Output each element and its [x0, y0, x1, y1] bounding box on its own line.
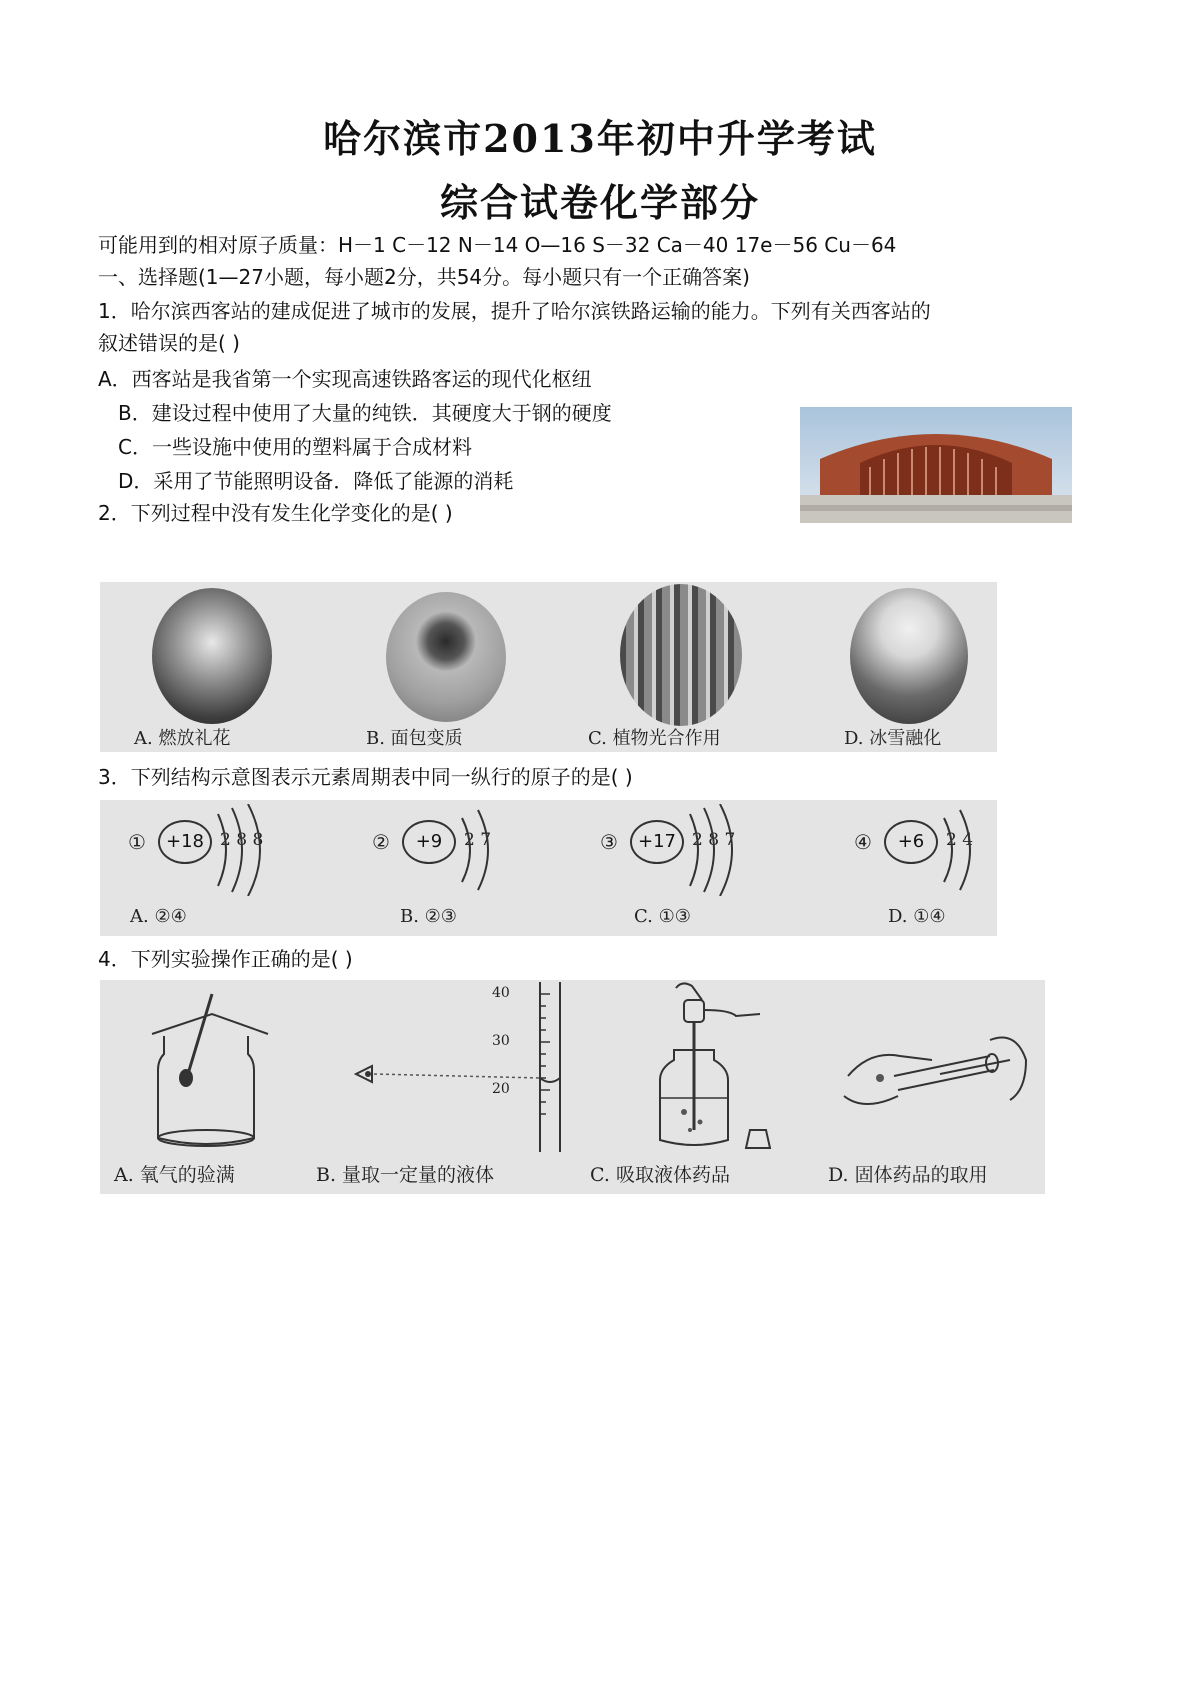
dropper-bottle-illustration	[620, 980, 810, 1156]
atom-3-shells: 2 8 7	[692, 830, 736, 850]
atomic-masses: 可能用到的相对原子质量：H－1 C－12 N－14 O—16 S－32 Ca－40 17e－56 Cu－64	[98, 233, 897, 257]
plant-photosynthesis-image	[620, 584, 742, 726]
moldy-bread-image	[386, 592, 506, 722]
cylinder-tick-40: 40	[492, 985, 510, 1001]
atom-1-shells: 2 8 8	[220, 830, 264, 850]
page-title: 哈尔滨市2013年初中升学考试	[323, 116, 877, 161]
cylinder-tick-20: 20	[492, 1081, 510, 1097]
q1-stem-line2: 叙述错误的是( )	[98, 331, 240, 355]
melting-snow-image	[850, 588, 968, 724]
atom-2-nucleus: +9	[402, 820, 456, 864]
q3-answer-b: B. ②③	[400, 906, 457, 927]
q4-figure-panel	[100, 980, 1045, 1194]
q1-option-d: D．采用了节能照明设备．降低了能源的消耗	[118, 469, 514, 493]
atom-3-nucleus: +17	[630, 820, 684, 864]
atom-2-shells: 2 7	[464, 830, 492, 850]
q1-option-b: B．建设过程中使用了大量的纯铁．其硬度大于钢的硬度	[118, 401, 612, 425]
fireworks-image	[152, 588, 272, 724]
q4-caption-a: A. 氧气的验满	[114, 1164, 235, 1186]
q4-caption-c: C. 吸取液体药品	[590, 1164, 730, 1186]
q3-answer-c: C. ①③	[634, 906, 691, 927]
atom-1-nucleus: +18	[158, 820, 212, 864]
atom-4-nucleus: +6	[884, 820, 938, 864]
test-tube-illustration	[840, 1020, 1030, 1140]
atom-2-shell-arcs	[456, 808, 506, 892]
q2-caption-c: C. 植物光合作用	[588, 728, 721, 749]
station-photo	[800, 407, 1072, 523]
cylinder-tick-30: 30	[492, 1033, 510, 1049]
atom-4-shells: 2 4	[946, 830, 974, 850]
q3-answer-a: A. ②④	[130, 906, 187, 927]
gas-jar-illustration	[140, 990, 280, 1150]
section-heading: 一、选择题(1—27小题，每小题2分，共54分。每小题只有一个正确答案)	[98, 265, 750, 289]
atom-3-index: ③	[600, 830, 618, 854]
q2-caption-d: D. 冰雪融化	[844, 728, 942, 749]
atom-2-index: ②	[372, 830, 390, 854]
atom-3-shell-arcs	[682, 804, 752, 896]
q4-stem: 4．下列实验操作正确的是( )	[98, 947, 353, 971]
atom-4-shell-arcs	[938, 808, 988, 892]
atom-4-index: ④	[854, 830, 872, 854]
q1-option-c: C．一些设施中使用的塑料属于合成材料	[118, 435, 472, 459]
q4-caption-b: B. 量取一定量的液体	[316, 1164, 495, 1186]
q3-stem: 3．下列结构示意图表示元素周期表中同一纵行的原子的是( )	[98, 765, 633, 789]
q2-stem: 2．下列过程中没有发生化学变化的是( )	[98, 501, 453, 525]
q3-figure-panel	[100, 800, 997, 936]
q1-stem-line1: 1．哈尔滨西客站的建成促进了城市的发展，提升了哈尔滨铁路运输的能力。下列有关西客站的	[98, 299, 931, 323]
page-subtitle: 综合试卷化学部分	[439, 180, 760, 225]
atom-1-index: ①	[128, 830, 146, 854]
q2-figure-panel	[100, 582, 997, 752]
graduated-cylinder-illustration	[350, 982, 580, 1152]
q2-caption-b: B. 面包变质	[366, 728, 463, 749]
q1-option-a: A．西客站是我省第一个实现高速铁路客运的现代化枢纽	[98, 367, 592, 391]
q4-caption-d: D. 固体药品的取用	[828, 1164, 988, 1186]
q2-caption-a: A. 燃放礼花	[134, 728, 231, 749]
atom-1-shell-arcs	[210, 804, 280, 896]
q3-answer-d: D. ①④	[888, 906, 946, 927]
